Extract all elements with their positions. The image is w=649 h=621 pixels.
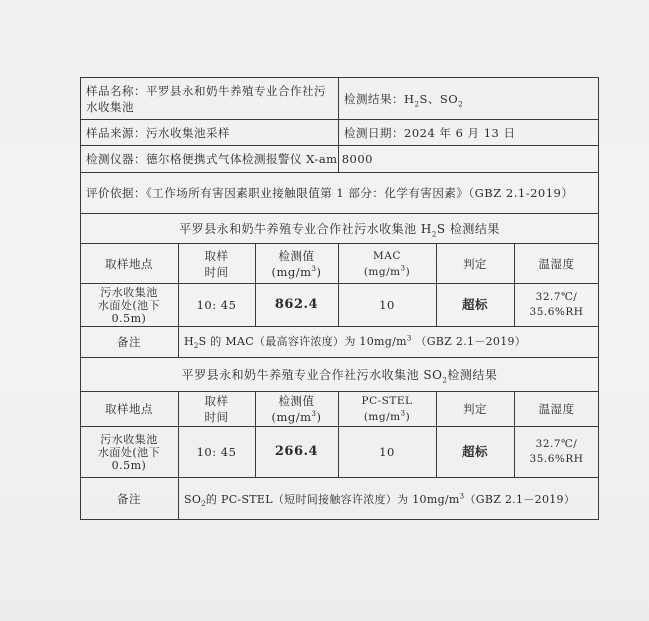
- test-date-value: 2024 年 6 月 13 日: [404, 125, 516, 140]
- sample-source-label: 样品来源：: [86, 125, 146, 140]
- h2s-note-text: $H_2S$ 的 MAC（最高容许浓度）为 $10mg/m^3$ （GBZ 2.1－2019）: [184, 334, 527, 351]
- so2-row-judge: 超标: [461, 444, 488, 459]
- h2s-row-location: 污水收集池 水面处(池下 0.5m): [97, 285, 161, 325]
- result-cell: 检测结果：$H_2S$、$SO_2$: [344, 92, 464, 109]
- test-date-label: 检测日期：: [344, 125, 404, 140]
- h2s-col-location: 取样地点: [105, 256, 153, 271]
- so2-col-location: 取样地点: [105, 402, 153, 416]
- so2-col-value: 检测值 $(mg/m^3)$: [271, 394, 322, 424]
- sample-source-value: 污水收集池采样: [146, 125, 230, 140]
- basis-label: 评价依据：: [86, 185, 146, 200]
- so2-col-limit: PC-STEL $(mg/m^3)$: [361, 395, 413, 423]
- h2s-col-env: 温湿度: [538, 256, 575, 271]
- test-date-cell: [344, 120, 596, 145]
- instrument-label: 检测仪器：: [86, 152, 146, 166]
- result-label: 检测结果：: [344, 92, 404, 106]
- so2-row-location: 污水收集池 水面处(池下 0.5m): [97, 432, 161, 472]
- grid-line: [178, 326, 179, 357]
- so2-row-value: 266.4: [274, 444, 319, 459]
- so2-row-limit: 10: [379, 445, 395, 459]
- h2s-col-value: 检测值 $(mg/m^3)$: [271, 248, 322, 279]
- so2-note-text: $SO_2$的 PC-STEL（短时间接触容许浓度）为 $10mg/m^3(GBZ$ 2.1－2019）: [184, 491, 576, 508]
- so2-col-judge: 判定: [463, 402, 487, 416]
- sample-name-value: 平罗县永和奶牛养殖专业合作社污水收集池: [86, 84, 326, 114]
- h2s-col-time: 取样 时间: [204, 248, 229, 279]
- sample-name-cell: [86, 79, 336, 119]
- basis-cell: [86, 173, 596, 213]
- grid-line: [178, 477, 179, 520]
- so2-section-title: 平罗县永和奶牛养殖专业合作社污水收集池 $SO_2$检测结果: [181, 367, 498, 384]
- so2-note-label: 备注: [117, 492, 141, 506]
- h2s-note-label: 备注: [117, 335, 141, 349]
- h2s-col-judge: 判定: [463, 256, 487, 271]
- so2-row-env: 32.7℃/ 35.6%RH: [529, 438, 584, 465]
- h2s-col-limit: MAC $(mg/m^3)$: [363, 249, 411, 278]
- h2s-section-title: 平罗县永和奶牛养殖专业合作社污水收集池 $H_2S$ 检测结果: [179, 221, 500, 238]
- instrument-value: 德尔格便携式气体检测报警仪 X-am 8000: [146, 152, 373, 166]
- h2s-row-time: 10: 45: [196, 298, 237, 312]
- h2s-row-value: 862.4: [274, 297, 319, 312]
- sample-name-label: 样品名称：: [86, 84, 146, 98]
- so2-col-env: 温湿度: [538, 402, 575, 416]
- so2-col-time: 取样 时间: [204, 394, 229, 424]
- instrument-cell: [86, 146, 596, 172]
- h2s-row-env: 32.7℃/ 35.6%RH: [529, 291, 584, 318]
- so2-row-time: 10: 45: [196, 445, 237, 459]
- sample-source-cell: [86, 120, 336, 145]
- h2s-row-limit: 10: [379, 298, 395, 312]
- h2s-row-judge: 超标: [461, 297, 488, 312]
- basis-value: 《工作场所有害因素职业接触限值第 1 部分：化学有害因素》（GBZ 2.1-2019）: [146, 185, 574, 200]
